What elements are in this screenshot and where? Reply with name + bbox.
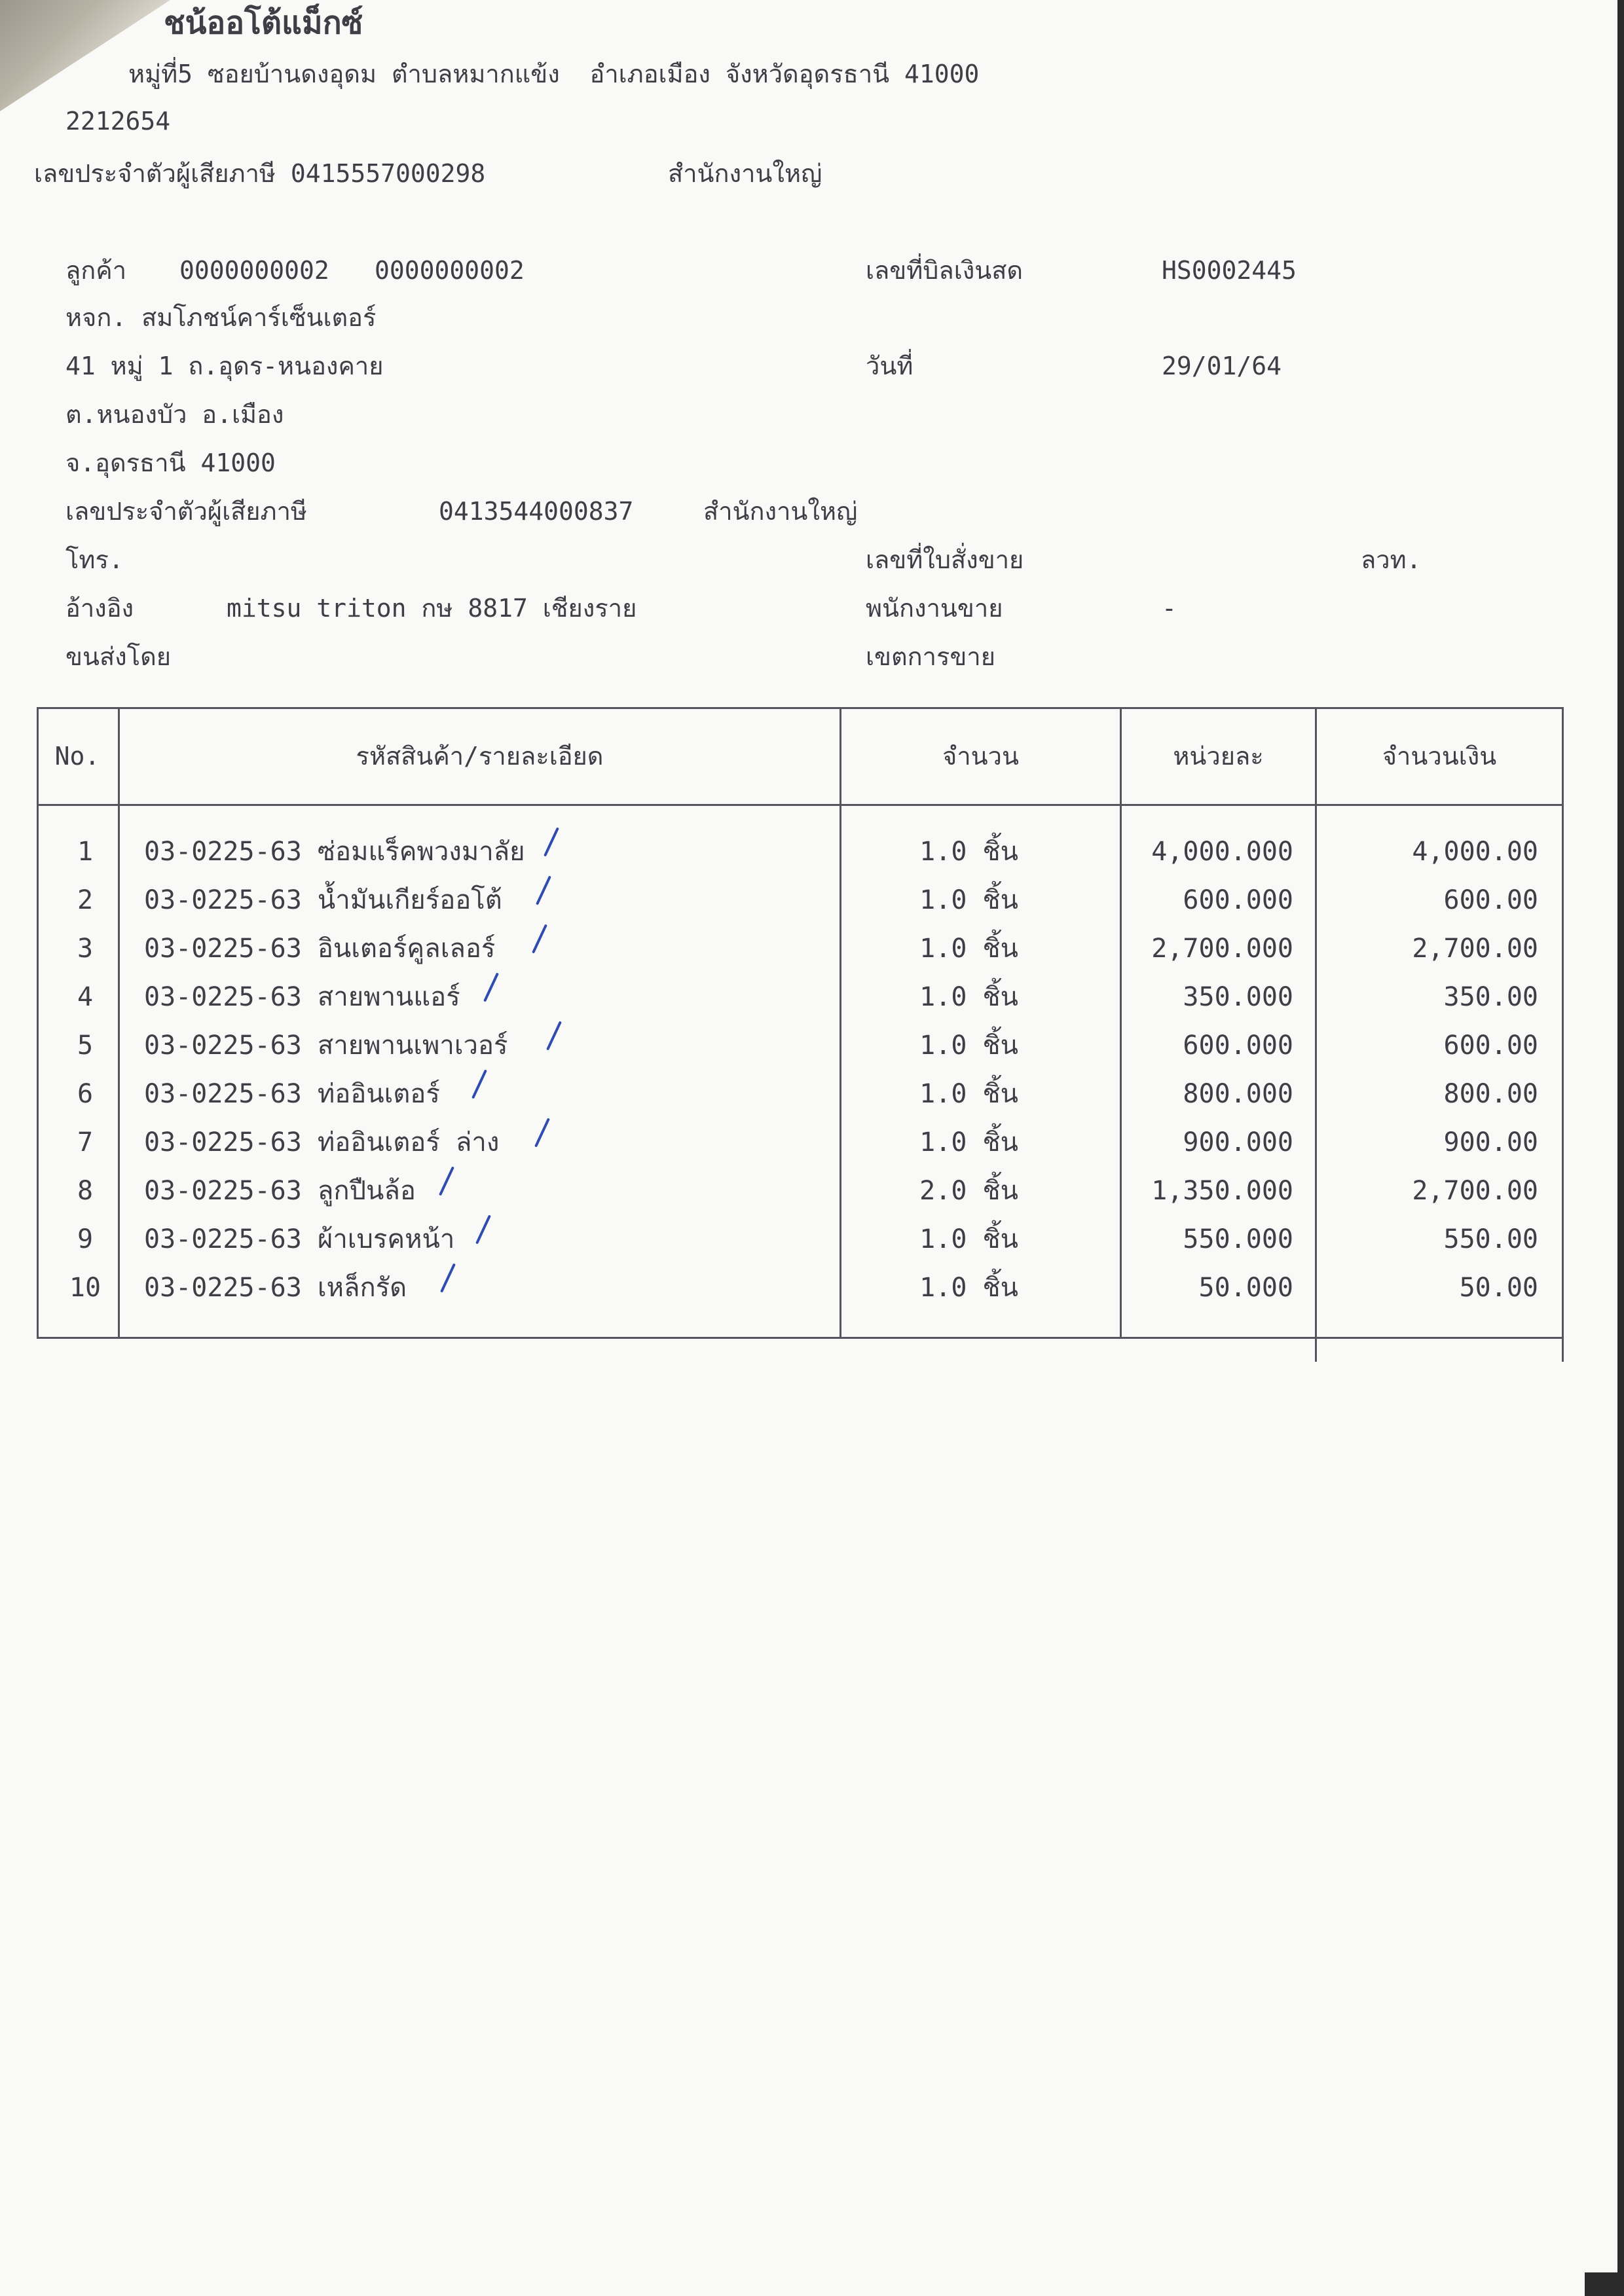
company-phone: 2212654 <box>65 107 171 136</box>
header-amount: จำนวนเงิน <box>1382 742 1497 771</box>
row-number: 9 <box>77 1224 94 1254</box>
bill-number: HS0002445 <box>1162 256 1297 285</box>
row-unit-price: 2,700.000 <box>1151 934 1293 964</box>
row-unit-price: 550.000 <box>1183 1224 1293 1254</box>
row-description: 03-0225-63 ผ้าเบรคหน้า <box>144 1224 455 1254</box>
row-description: 03-0225-63 ท่ออินเตอร์ <box>144 1079 440 1109</box>
row-unit-price: 4,000.000 <box>1151 837 1293 867</box>
bill-number-label: เลขที่บิลเงินสด <box>866 256 1024 285</box>
table-bottom-rule <box>37 1337 1564 1339</box>
row-number: 8 <box>77 1176 94 1206</box>
row-description: 03-0225-63 ซ่อมแร็คพวงมาลัย <box>144 837 525 867</box>
company-branch: สำนักงานใหญ่ <box>668 159 822 188</box>
reference-value: mitsu triton กษ 8817 เชียงราย <box>227 594 637 623</box>
row-amount: 900.00 <box>1443 1127 1538 1157</box>
row-amount: 350.00 <box>1443 982 1538 1012</box>
sales-order-label: เลขที่ใบสั่งขาย <box>866 545 1024 574</box>
row-description: 03-0225-63 อินเตอร์คูลเลอร์ <box>144 934 496 964</box>
row-amount: 50.00 <box>1459 1273 1538 1303</box>
row-quantity: 1.0 ชิ้น <box>919 885 1018 915</box>
row-description: 03-0225-63 ท่ออินเตอร์ ล่าง <box>144 1127 500 1157</box>
customer-address-1: 41 หมู่ 1 ถ.อุดร-หนองคาย <box>65 352 384 380</box>
customer-address-2: ต.หนองบัว อ.เมือง <box>65 400 284 429</box>
row-number: 4 <box>77 982 94 1012</box>
row-quantity: 1.0 ชิ้น <box>919 1273 1018 1303</box>
row-quantity: 1.0 ชิ้น <box>919 1224 1018 1254</box>
sales-order-value: ลวท. <box>1361 545 1422 574</box>
salesperson-label: พนักงานขาย <box>866 594 1003 623</box>
customer-code: 0000000002 <box>179 256 329 285</box>
column-divider <box>1562 1337 1564 1362</box>
row-number: 1 <box>77 837 94 867</box>
customer-tax-label: เลขประจำตัวผู้เสียภาษี <box>65 497 307 526</box>
row-amount: 2,700.00 <box>1412 934 1538 964</box>
header-unit-price: หน่วยละ <box>1173 742 1264 771</box>
row-quantity: 1.0 ชิ้น <box>919 1030 1018 1061</box>
row-description: 03-0225-63 น้ำมันเกียร์ออโต้ <box>144 885 502 915</box>
company-address: หมู่ที่5 ซอยบ้านดงอุดม ตำบลหมากแข้ง อำเภอเมือง จังหวัดอุดรธานี 41000 <box>128 60 980 88</box>
customer-label: ลูกค้า <box>65 256 127 285</box>
table-header-rule <box>37 804 1564 806</box>
row-amount: 800.00 <box>1443 1079 1538 1109</box>
row-unit-price: 350.000 <box>1183 982 1293 1012</box>
row-number: 10 <box>69 1273 101 1303</box>
row-quantity: 1.0 ชิ้น <box>919 1079 1018 1109</box>
row-unit-price: 1,350.000 <box>1151 1176 1293 1206</box>
customer-name: หจก. สมโภชน์คาร์เซ็นเตอร์ <box>65 303 377 332</box>
customer-address-3: จ.อุดรธานี 41000 <box>65 448 276 477</box>
row-unit-price: 800.000 <box>1183 1079 1293 1109</box>
row-quantity: 1.0 ชิ้น <box>919 1127 1018 1157</box>
row-amount: 4,000.00 <box>1412 837 1538 867</box>
customer-phone-label: โทร. <box>65 545 124 574</box>
header-quantity: จำนวน <box>942 742 1019 771</box>
row-number: 7 <box>77 1127 94 1157</box>
row-description: 03-0225-63 สายพานแอร์ <box>144 982 460 1012</box>
row-description: 03-0225-63 สายพานเพาเวอร์ <box>144 1030 508 1061</box>
row-amount: 600.00 <box>1443 1030 1538 1061</box>
company-name: ชน้ออโต้แม็กซ์ <box>164 5 363 41</box>
row-amount: 600.00 <box>1443 885 1538 915</box>
customer-branch: สำนักงานใหญ่ <box>703 497 858 526</box>
row-unit-price: 600.000 <box>1183 1030 1293 1061</box>
header-no: No. <box>54 742 100 771</box>
row-unit-price: 900.000 <box>1183 1127 1293 1157</box>
reference-label: อ้างอิง <box>65 594 134 623</box>
scan-edge-corner <box>1585 2272 1624 2296</box>
sales-area-label: เขตการขาย <box>866 642 995 671</box>
header-description: รหัสสินค้า/รายละเอียด <box>356 742 604 771</box>
salesperson-value: - <box>1162 594 1177 623</box>
row-description: 03-0225-63 เหล็กรัด <box>144 1273 407 1303</box>
row-amount: 2,700.00 <box>1412 1176 1538 1206</box>
row-quantity: 1.0 ชิ้น <box>919 934 1018 964</box>
bill-date: 29/01/64 <box>1162 352 1282 380</box>
row-quantity: 1.0 ชิ้น <box>919 982 1018 1012</box>
row-unit-price: 50.000 <box>1198 1273 1293 1303</box>
scan-edge <box>1617 0 1624 2296</box>
company-tax-id: เลขประจำตัวผู้เสียภาษี 0415557000298 <box>34 159 486 188</box>
row-quantity: 1.0 ชิ้น <box>919 837 1018 867</box>
row-quantity: 2.0 ชิ้น <box>919 1176 1018 1206</box>
row-unit-price: 600.000 <box>1183 885 1293 915</box>
bill-date-label: วันที่ <box>866 352 913 380</box>
row-amount: 550.00 <box>1443 1224 1538 1254</box>
customer-code-2: 0000000002 <box>375 256 525 285</box>
row-number: 3 <box>77 934 94 964</box>
row-number: 5 <box>77 1030 94 1061</box>
shipping-label: ขนส่งโดย <box>65 642 172 671</box>
row-number: 6 <box>77 1079 94 1109</box>
row-description: 03-0225-63 ลูกปืนล้อ <box>144 1176 416 1206</box>
row-number: 2 <box>77 885 94 915</box>
customer-tax-id: 0413544000837 <box>439 497 634 526</box>
